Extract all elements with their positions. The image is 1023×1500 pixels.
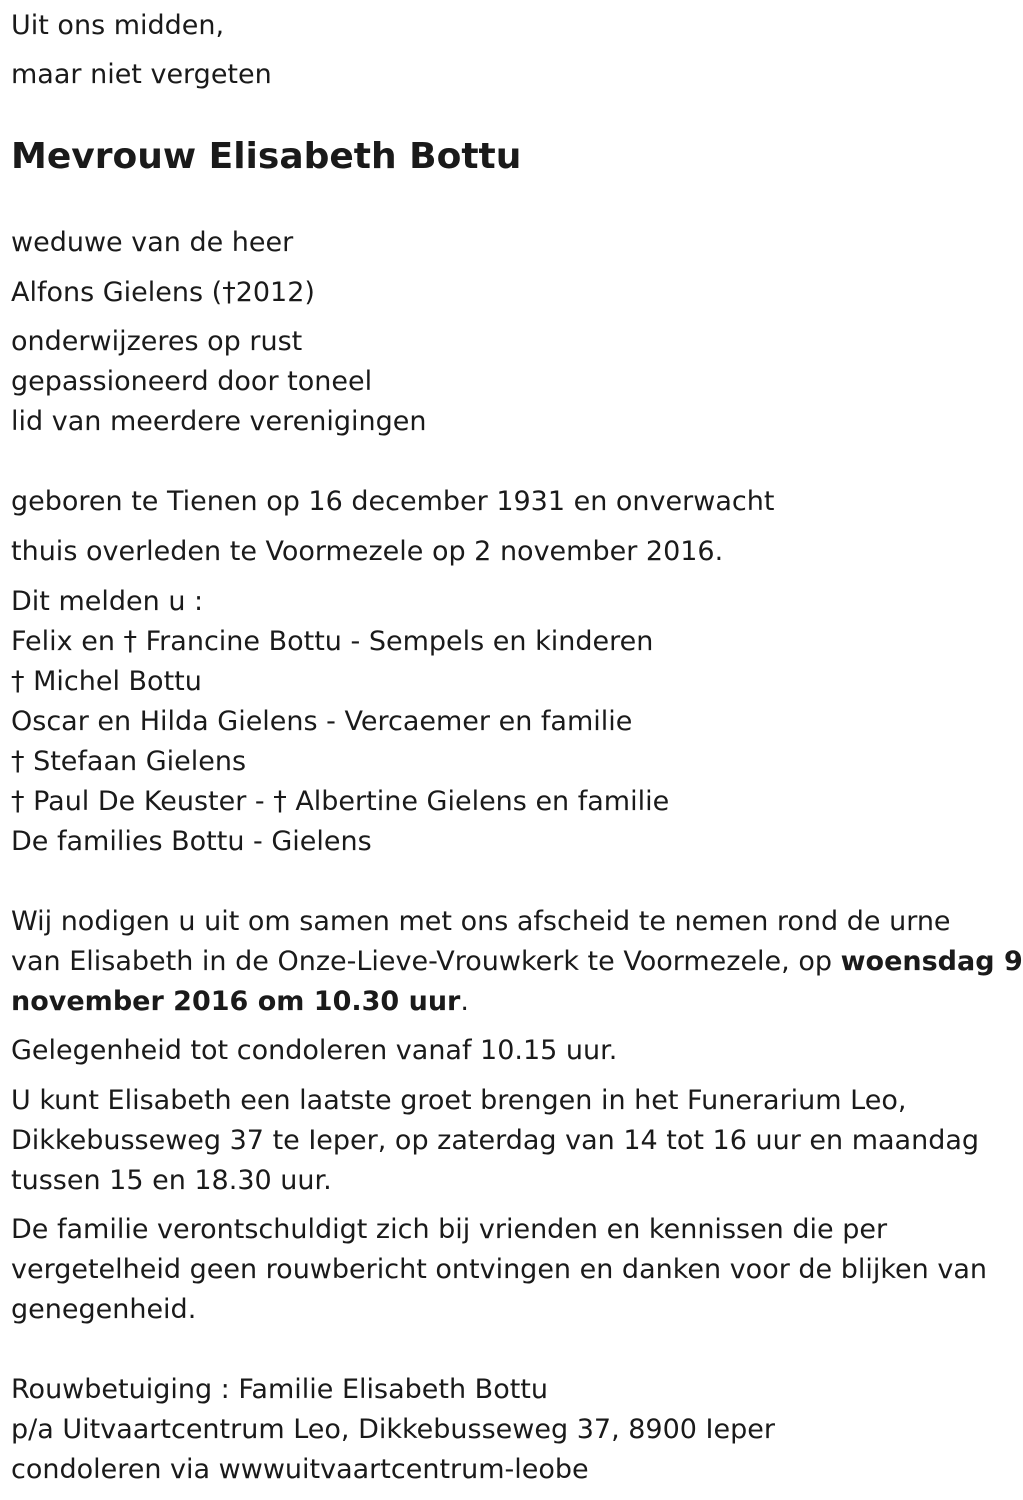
deceased-name: Mevrouw Elisabeth Bottu <box>11 136 522 177</box>
birth-line: geboren te Tienen op 16 december 1931 en onverwacht <box>11 486 775 517</box>
family-line-6: De families Bottu - Gielens <box>11 826 372 857</box>
visit-line-3: tussen 15 en 18.30 uur. <box>11 1165 332 1196</box>
ceremony-period: . <box>460 986 469 1017</box>
apology-line-1: De familie verontschuldigt zich bij vrienden en kennissen die per <box>11 1214 888 1245</box>
ceremony-line-3 <box>11 982 469 1022</box>
visit-line-1: U kunt Elisabeth een laatste groet brengen in het Funerarium Leo, <box>11 1085 907 1116</box>
description-line-5: lid van meerdere verenigingen <box>11 406 427 437</box>
contact-line-1: Rouwbetuiging : Familie Elisabeth Bottu <box>11 1374 548 1405</box>
family-line-4: † Stefaan Gielens <box>11 746 247 777</box>
ceremony-date-time: november 2016 om 10.30 uur <box>11 986 461 1017</box>
condolence-time: Gelegenheid tot condoleren vanaf 10.15 uur. <box>11 1035 618 1066</box>
ceremony-line-1: Wij nodigen u uit om samen met ons afscheid te nemen rond de urne <box>11 906 951 937</box>
description-line-1: weduwe van de heer <box>11 227 294 258</box>
description-line-4: gepassioneerd door toneel <box>11 366 373 397</box>
ceremony-location: van Elisabeth in de Onze-Lieve-Vrouwkerk te Voormezele, op <box>11 946 841 977</box>
description-line-2: Alfons Gielens (†2012) <box>11 277 315 308</box>
contact-line-2: p/a Uitvaartcentrum Leo, Dikkebusseweg 37, 8900 Ieper <box>11 1414 775 1445</box>
contact-line-3: condoleren via wwwuitvaartcentrum-leobe <box>11 1454 589 1485</box>
family-line-3: Oscar en Hilda Gielens - Vercaemer en familie <box>11 706 633 737</box>
intro-line-2: maar niet vergeten <box>11 59 272 90</box>
description-line-3: onderwijzeres op rust <box>11 326 303 357</box>
ceremony-day: woensdag 9 <box>840 946 1023 977</box>
ceremony-line-2 <box>11 942 1023 982</box>
announce-heading: Dit melden u : <box>11 586 204 617</box>
family-line-2: † Michel Bottu <box>11 666 202 697</box>
visit-line-2: Dikkebusseweg 37 te Ieper, op zaterdag van 14 tot 16 uur en maandag <box>11 1125 980 1156</box>
death-line: thuis overleden te Voormezele op 2 november 2016. <box>11 536 724 567</box>
apology-line-3: genegenheid. <box>11 1294 197 1325</box>
intro-line-1: Uit ons midden, <box>11 10 225 41</box>
apology-line-2: vergetelheid geen rouwbericht ontvingen en danken voor de blijken van <box>11 1254 987 1285</box>
family-line-5: † Paul De Keuster - † Albertine Gielens en familie <box>11 786 670 817</box>
family-line-1: Felix en † Francine Bottu - Sempels en kinderen <box>11 626 654 657</box>
